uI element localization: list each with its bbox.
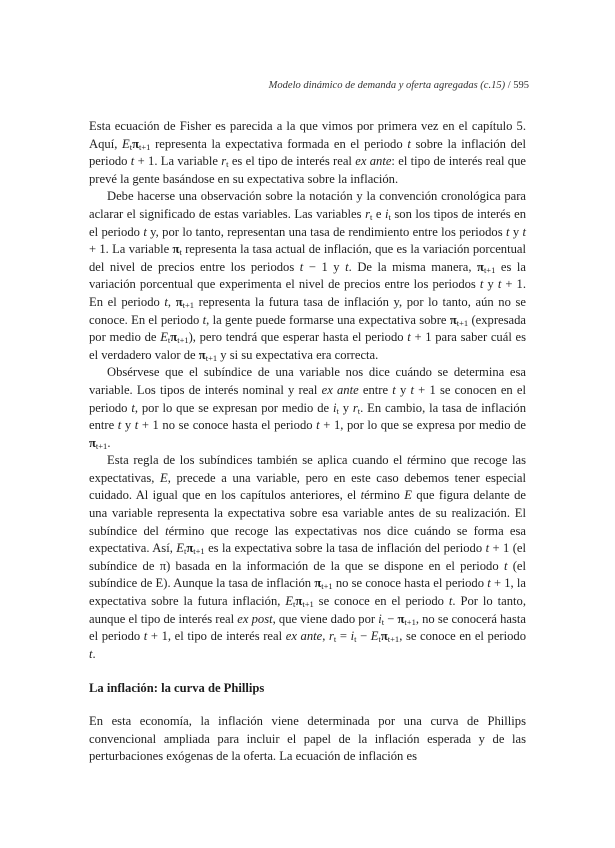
- paragraph: Esta regla de los subíndices también se aplica cuando el término que recoge las expectativas, E, precede a una variable, pero en este caso debemos tener especial cuidado. Al igual que en los capítulos anteriores, el término E que figura delante de una variable representa la expectativa sobre esa variable antes de su realización. El subíndice del término que recoge las expectativas nos dice cuándo se forma esa expectativa. Así, $E_t\pi_{t+1}$ es la expectativa sobre la tasa de inflación del periodo t + 1 (el subíndice de π) basada en la información de la que se dispone en el periodo t (el subíndice de E). Aunque la tasa de inflación $\pi_{t+1}$ no se conoce hasta el periodo t + 1, la expectativa sobre la futura inflación, $E_t\pi_{t+1}$ se conoce en el periodo t. Por lo tanto, aunque el tipo de interés real ex post, que viene dado por $i_t - \pi_{t+1}$, no se conocerá hasta el periodo t + 1, el tipo de interés real ex ante, $r_t = i_t - E_t\pi_{t+1}$, se conoce en el periodo t.: [89, 453, 526, 661]
- page-number: 595: [513, 80, 529, 91]
- section-heading: La inflación: la curva de Phillips: [89, 681, 265, 695]
- main-text: [89, 118, 526, 663]
- paragraph: Obsérvese que el subíndice de una variable nos dice cuándo se determina esa variable. Los tipos de interés nominal y real ex ante entre t y t + 1 se conocen en el periodo t, por lo que se expresan por medio de $i_t$ y $r_t$. En cambio, la tasa de inflación entre t y t + 1 no se conoce hasta el periodo t + 1, por lo que se expresa por medio de $\pi_{t+1}$.: [89, 365, 527, 451]
- header-separator: /: [507, 80, 511, 91]
- paragraph: Debe hacerse una observación sobre la notación y la convención cronológica para aclarar el significado de estas variables. Las variables $r_t$ e $i_t$ son los tipos de interés en el periodo t y, por lo tanto, representan una tasa de rendimiento entre los periodos t y t + 1. La variable $\pi_t$ representa la tasa actual de inflación, que es la variación porcentual del nivel de precios entre los periodos t − 1 y t. De la misma manera, $\pi_{t+1}$ es la variación porcentual que experimenta el nivel de precios entre los periodos t y t + 1. En el periodo t, $\pi_{t+1}$ representa la futura tasa de inflación y, por lo tanto, aún no se conoce. En el periodo t, la gente puede formarse una expectativa sobre $\pi_{t+1}$ (expresada por medio de $E_t\pi_{t+1}$), pero tendrá que esperar hasta el periodo t + 1 para saber cuál es el verdadero valor de $\pi_{t+1}$ y si su expectativa era correcta.: [89, 189, 527, 363]
- section-text: [89, 713, 526, 766]
- running-title: Modelo dinámico de demanda y oferta agregadas (c.15): [268, 80, 506, 91]
- paragraph: Esta ecuación de Fisher es parecida a la que vimos por primera vez en el capítulo 5. Aquí, $E_t\pi_{t+1}$ representa la expectativa formada en el periodo t sobre la inflación del periodo t + 1. La variable $r_t$ es el tipo de interés real ex ante: el tipo de interés real que prevé la gente basándose en su expectativa sobre la inflación.: [89, 119, 527, 186]
- running-header: [269, 80, 529, 91]
- paragraph: En esta economía, la inflación viene determinada por una curva de Phillips convencional ampliada para incluir el papel de la inflación esperada y de las perturbaciones exógenas de la oferta. La ecuación de inflación es: [89, 714, 526, 764]
